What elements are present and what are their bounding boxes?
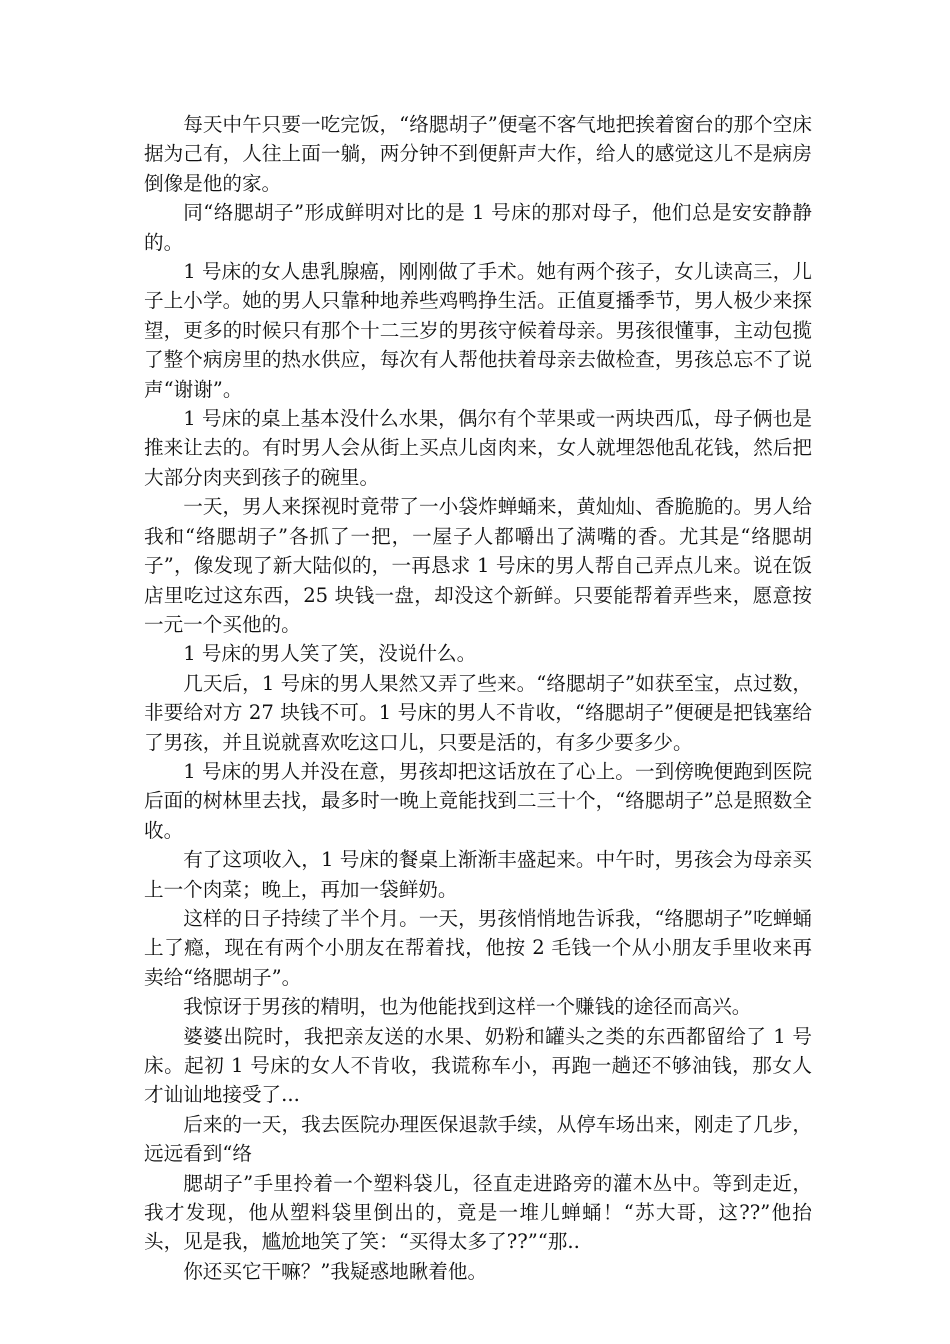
paragraph: 你还买它干嘛？”我疑惑地瞅着他。 — [183, 1259, 488, 1283]
paragraph: 同“络腮胡子”形成鲜明对比的是 1 号床的那对母子，他们总是安安静静的。 — [144, 201, 812, 254]
paragraph: 这样的日子持续了半个月。一天，男孩悄悄地告诉我，“络腮胡子”吃蝉蛹上了瘾，现在有两个小朋友在帮着找，他按 2 毛钱一个从小朋友手里收来再卖给“络腮胡子”。 — [144, 906, 812, 989]
paragraph: 腮胡子”手里拎着一个塑料袋儿，径直走进路旁的灌木丛中。等到走近，我才发现，他从塑料袋里倒出的，竟是一堆儿蝉蛹！“苏大哥，这??”他抬头，见是我，尴尬地笑了笑：“买得太多了??”“那.. — [144, 1171, 812, 1254]
paragraph: 婆婆出院时，我把亲友送的水果、奶粉和罐头之类的东西都留给了 1 号床。起初 1 号床的女人不肯收，我谎称车小，再跑一趟还不够油钱，那女人才讪讪地接受了... — [144, 1024, 812, 1107]
paragraph: 1 号床的女人患乳腺癌，刚刚做了手术。她有两个孩子，女儿读高三，儿子上小学。她的男人只靠种地养些鸡鸭挣生活。正值夏播季节，男人极少来探望，更多的时候只有那个十二三岁的男孩守候着母亲。男孩很懂事，主动包揽了整个病房里的热水供应，每次有人帮他扶着母亲去做检查，男孩总忘不了说声“谢谢”。 — [144, 260, 812, 401]
paragraph: 1 号床的桌上基本没什么水果，偶尔有个苹果或一两块西瓜，母子俩也是推来让去的。有时男人会从街上买点儿卤肉来，女人就埋怨他乱花钱，然后把大部分肉夹到孩子的碗里。 — [144, 407, 812, 489]
paragraph: 后来的一天，我去医院办理医保退款手续，从停车场出来，刚走了几步，远远看到“络 — [144, 1112, 812, 1166]
paragraph: 一天，男人来探视时竟带了一小袋炸蝉蛹来，黄灿灿、香脆脆的。男人给我和“络腮胡子”各抓了一把，一屋子人都嚼出了满嘴的香。尤其是“络腮胡子”，像发现了新大陆似的，一再恳求 1 号床的男人帮自己弄点儿来。说在饭店里吃过这东西，25 块钱一盘，却没这个新鲜。只要能帮着弄些来，愿意按一元一个买他的。 — [144, 495, 812, 636]
paragraph: 我惊讶于男孩的精明，也为他能找到这样一个赚钱的途径而高兴。 — [183, 995, 752, 1019]
paragraph: 1 号床的男人笑了笑，没说什么。 — [183, 642, 477, 666]
paragraph: 每天中午只要一吃完饭，“络腮胡子”便毫不客气地把挨着窗台的那个空床据为己有，人往上面一躺，两分钟不到便鼾声大作，给人的感觉这儿不是病房倒像是他的家。 — [144, 113, 812, 195]
paragraph: 有了这项收入，1 号床的餐桌上渐渐丰盛起来。中午时，男孩会为母亲买上一个肉菜；晚上，再加一袋鲜奶。 — [144, 848, 812, 901]
paragraph: 几天后，1 号床的男人果然又弄了些来。“络腮胡子”如获至宝，点过数，非要给对方 27 块钱不可。1 号床的男人不肯收，“络腮胡子”便硬是把钱塞给了男孩，并且说就喜欢吃这口儿，只要是活的，有多少要多少。 — [144, 671, 812, 754]
story-text — [144, 110, 812, 1286]
paragraph: 1 号床的男人并没在意，男孩却把这话放在了心上。一到傍晚便跑到医院后面的树林里去找，最多时一晚上竟能找到二三十个，“络腮胡子”总是照数全收。 — [144, 759, 812, 842]
